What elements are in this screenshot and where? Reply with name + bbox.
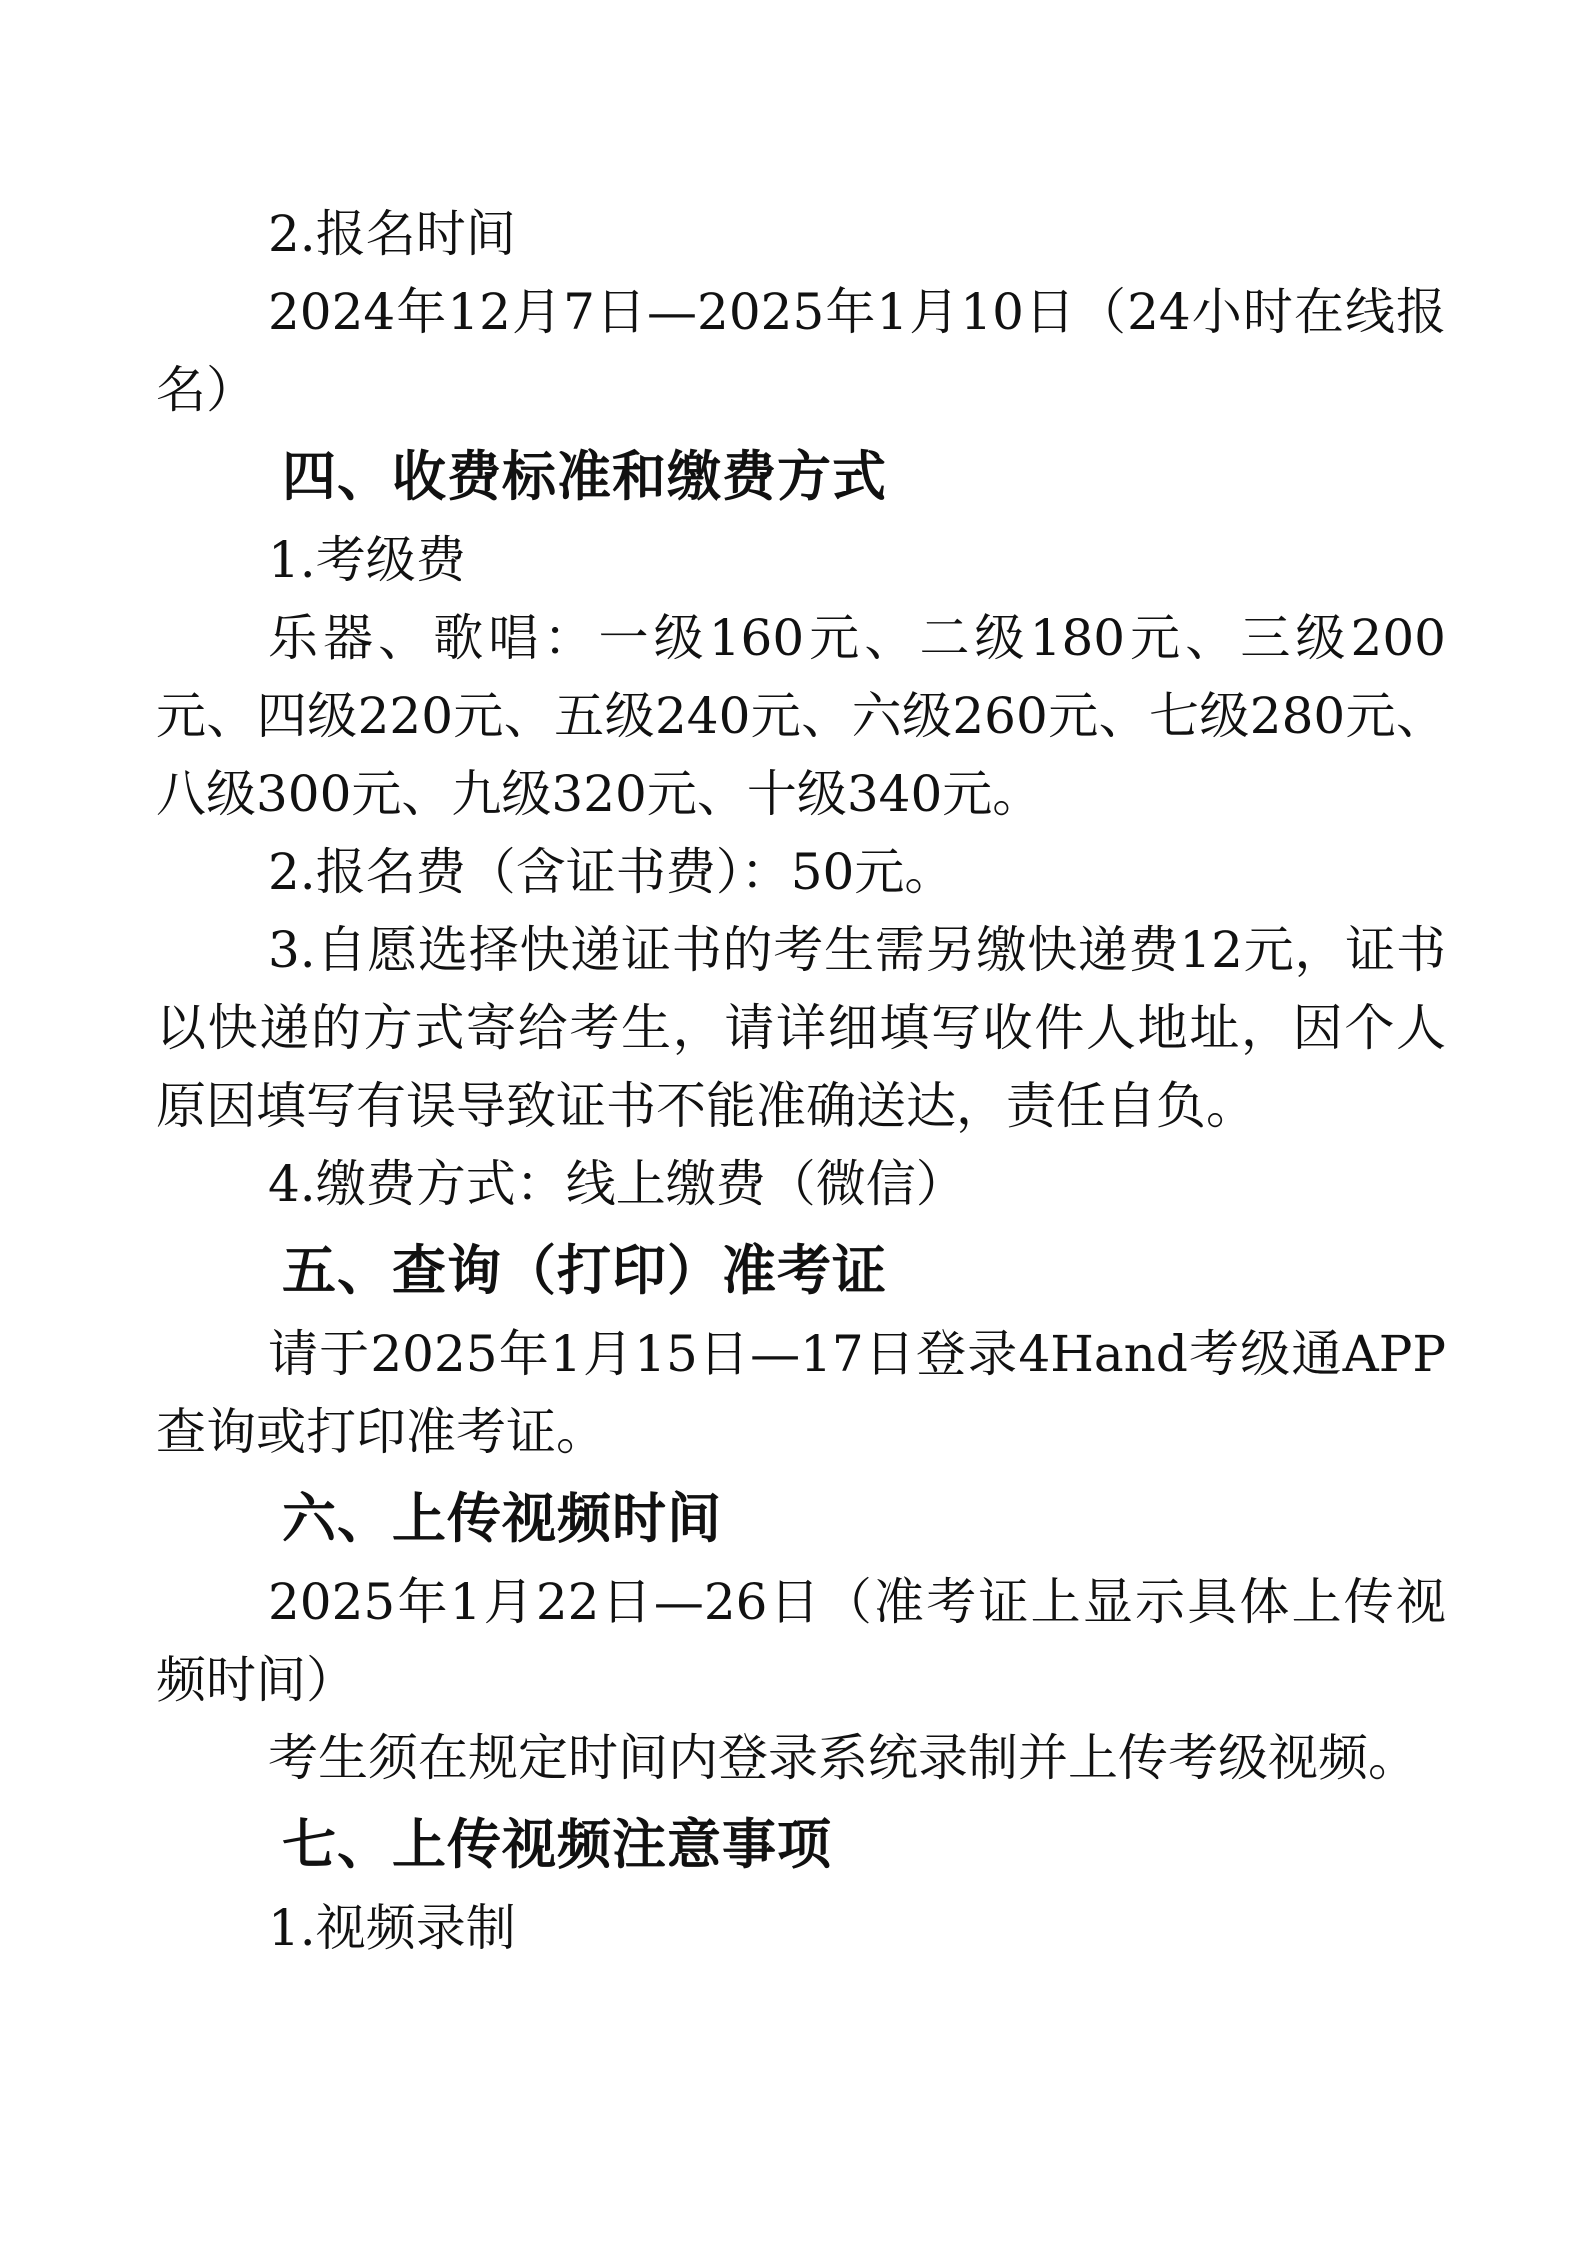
admission-ticket-text: 请于2025年1月15日—17日登录4Hand考级通APP查询或打印准考证。 [156,1325,1446,1461]
video-recording-title: 1.视频录制 [268,1899,516,1957]
express-fee-text: 3.自愿选择快递证书的考生需另缴快递费12元，证书以快递的方式寄给考生，请详细填写收件人地址，因个人原因填写有误导致证书不能准确送达，责任自负。 [156,921,1446,1135]
section-7-heading: 七、上传视频注意事项 [282,1813,832,1876]
section-4-heading: 四、收费标准和缴费方式 [282,445,887,508]
section-5-heading: 五、查询（打印）准考证 [282,1239,887,1302]
upload-requirement-text: 考生须在规定时间内登录系统录制并上传考级视频。 [268,1729,1418,1787]
registration-time-text: 2024年12月7日—2025年1月10日（24小时在线报名） [156,283,1446,419]
exam-fee-title: 1.考级费 [268,531,466,589]
document-body [156,195,1446,1967]
section-6-heading: 六、上传视频时间 [282,1487,722,1550]
exam-fee-text: 乐器、歌唱：一级160元、二级180元、三级200元、四级220元、五级240元、六级260元、七级280元、八级300元、九级320元、十级340元。 [156,609,1446,823]
payment-method-text: 4.缴费方式：线上缴费（微信） [268,1155,966,1213]
registration-fee-text: 2.报名费（含证书费）：50元。 [268,843,955,901]
upload-time-text: 2025年1月22日—26日（准考证上显示具体上传视频时间） [156,1573,1446,1709]
registration-time-title: 2.报名时间 [268,205,516,263]
